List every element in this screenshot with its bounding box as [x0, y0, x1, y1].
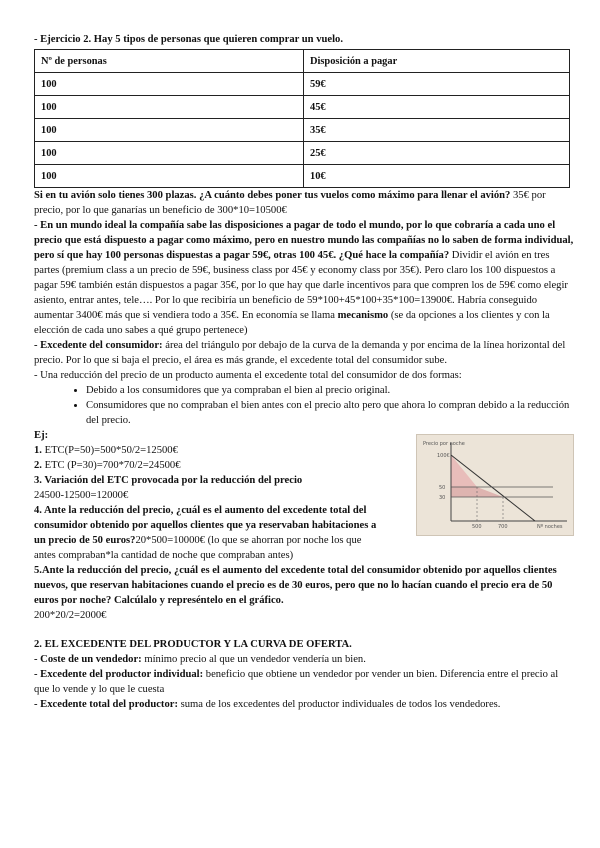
list-item: • Debido a los consumidores que ya compraban el bien al precio original. [86, 383, 574, 398]
table-cell: 100 [35, 165, 304, 188]
consumer-surplus-definition: - Excedente del consumidor: área del triángulo por debajo de la curva de la demanda y por encima de la línea horizontal del precio. Por lo que si baja el precio, el área es más grande, el excedente total del consumidor sube. [34, 340, 566, 366]
table-header-row [35, 50, 570, 73]
table-row [35, 119, 570, 142]
graph-price-30: 30 [439, 495, 446, 501]
example-line-1: 1. ETC(P=50)=500*50/2=12500€ [34, 445, 178, 456]
reduction-bullets [34, 383, 574, 428]
section-2-title: 2. EL EXCEDENTE DEL PRODUCTOR Y LA CURVA DE OFERTA. [34, 639, 352, 650]
table-cell: 25€ [304, 142, 570, 165]
question-capacity: Si en tu avión solo tienes 300 plazas. ¿A cuánto debes poner tus vuelos como máximo para llenar el avión? 35€ por precio, por lo que ganarías un beneficio de 300*10=10500€ [34, 190, 546, 216]
table-row [35, 73, 570, 96]
table-row [35, 165, 570, 188]
example-line-4: 4. Ante la reducción del precio, ¿cuál es el aumento del excedente total del consumidor obtenido por aquellos clientes que ya reservaban habitaciones a un precio de 50 euros?20*500=10000€ (lo que se ahorran por noche los que antes compraban*la cantidad de noche que compraban antes) [34, 505, 377, 561]
exercise-intro: - Ejercicio 2. Hay 5 tipos de personas que quieren comprar un vuelo. [34, 34, 343, 45]
document-page [34, 32, 574, 712]
example-title: Ej: [34, 430, 49, 441]
table-cell: 100 [35, 73, 304, 96]
list-item: • Consumidores que no compraban el bien antes con el precio alto pero que ahora lo compran debido a la reducción del precio. [86, 398, 574, 428]
graph-ylabel: Precio por noche [423, 441, 465, 447]
table-cell: 59€ [304, 73, 570, 96]
table-row [35, 96, 570, 119]
table-cell: 100 [35, 142, 304, 165]
total-producer-surplus: - Excedente total del productor: suma de los excedentes del productor individuales de todos los vendedores. [34, 699, 501, 710]
table-cell: 45€ [304, 96, 570, 119]
table-cell: 10€ [304, 165, 570, 188]
example-line-3: 3. Variación del ETC provocada por la reducción del precio [34, 475, 303, 486]
graph-xlabel: Nº noches [537, 524, 563, 530]
surplus-area [451, 455, 477, 487]
graph-svg [417, 435, 573, 535]
table-cell: 100 [35, 119, 304, 142]
example-line-5-result: 200*20/2=2000€ [34, 610, 107, 621]
example-block [34, 428, 574, 623]
graph-price-50: 50 [439, 485, 446, 491]
example-line-3-result: 24500-12500=12000€ [34, 490, 129, 501]
spacer [34, 623, 574, 637]
example-line-2: 2. ETC (P=30)=700*70/2=24500€ [34, 460, 181, 471]
seller-cost-definition: - Coste de un vendedor: mínimo precio al que un vendedor vendería un bien. [34, 654, 366, 665]
question-ideal-world: - En un mundo ideal la compañía sabe las disposiciones a pagar de todo el mundo, por lo que cobraría a cada uno el precio que está dispuesto a pagar como máximo, pero en nuestro mundo las compañías no lo saben de forma individual, pero sí que hay 100 personas dispuestas a pagar 59€, otras 100 45€. ¿Qué hace la compañía? Dividir el avión en tres partes (premium class a un precio de 59€, business class por 45€ y economy class por 35€). Pero claro los 100 dispuestos a pagar 59€ también están dispuestos a pagar 35€, por lo que hay que darle incentivos para que compren los de 59€ como elegir asiento, entrar antes, tele…. Por lo que recibiría un beneficio de 59*100+45*100+35*100=13900€. Habría conseguido aumentar 3400€ más que si vendiera todo a 35€. En economía se llama mecanismo (se da opciones a los clientes y con la elección de cada uno sabes a qué grupo pertenece) [34, 220, 574, 336]
table-cell: 100 [35, 96, 304, 119]
table-header: Disposición a pagar [304, 50, 570, 73]
graph-top-price: 100€ [437, 453, 450, 459]
graph-qty-500: 500 [472, 524, 482, 530]
table-cell: 35€ [304, 119, 570, 142]
table-header: Nº de personas [35, 50, 304, 73]
example-line-5: 5.Ante la reducción del precio, ¿cuál es el aumento del excedente total del consumidor obtenido por aquellos clientes nuevos, que reservan habitaciones cuando el precio es de 30 euros, pero que no lo hacían cuando el precio era de 50 euros por noche? Calcúlalo y represéntelo en el gráfico. [34, 565, 557, 606]
table-row [35, 142, 570, 165]
willingness-table [34, 49, 570, 188]
handdrawn-graph [416, 434, 574, 536]
individual-producer-surplus: - Excedente del productor individual: beneficio que obtiene un vendedor por vender un bien. Diferencia entre el precio al que lo vende y lo que le cuesta [34, 669, 559, 695]
graph-qty-700: 700 [498, 524, 508, 530]
price-reduction-line: - Una reducción del precio de un producto aumenta el excedente total del consumidor de dos formas: [34, 370, 462, 381]
